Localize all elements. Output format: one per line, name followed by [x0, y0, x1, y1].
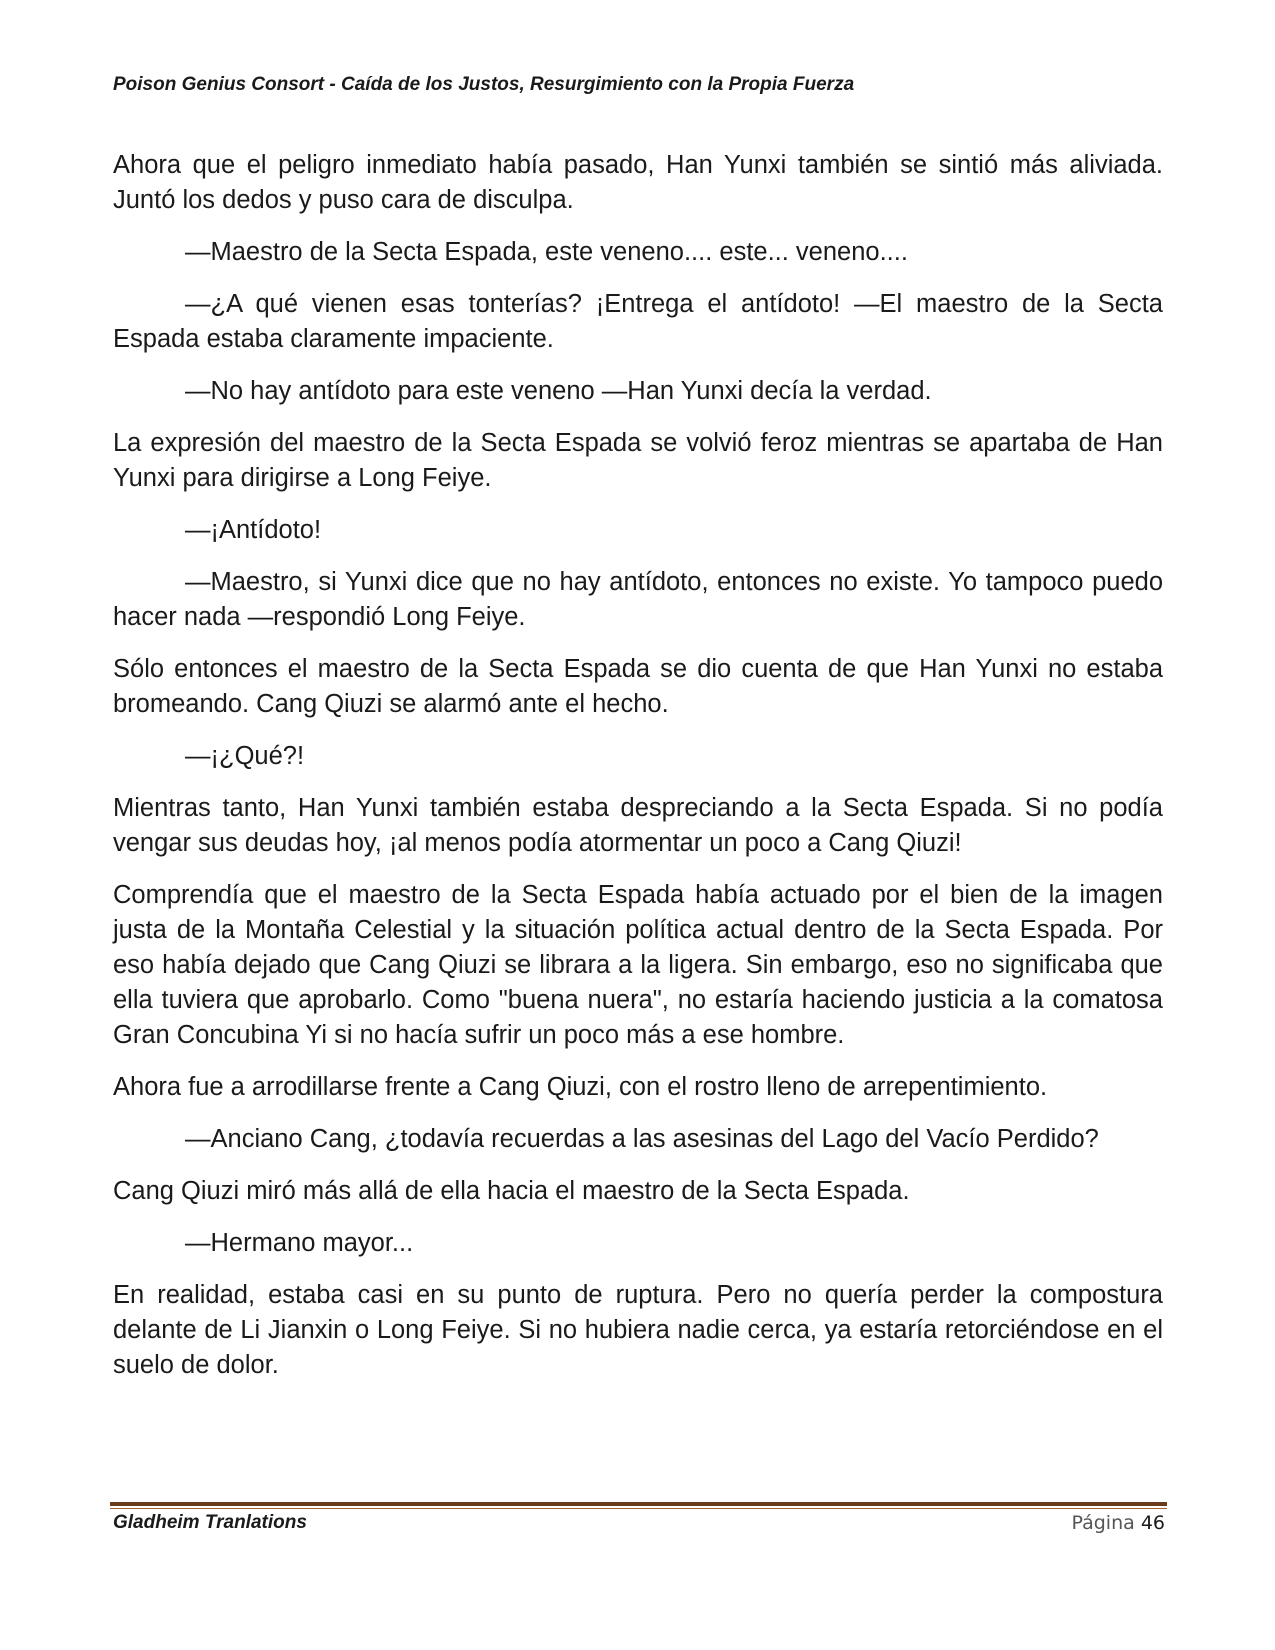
paragraph: En realidad, estaba casi en su punto de ruptura. Pero no quería perder la compostura delante de Li Jianxin o Long Feiye. Si no hubiera nadie cerca, ya estaría retorciéndose en el suelo de dolor.	[113, 1281, 1163, 1379]
footer-divider	[110, 1502, 1167, 1509]
running-header: Poison Genius Consort - Caída de los Justos, Resurgimiento con la Propia Fuerza	[113, 74, 855, 95]
paragraph: —Maestro de la Secta Espada, este veneno.... este... veneno....	[185, 238, 908, 266]
page-number-value: 46	[1140, 1512, 1165, 1534]
paragraph: —¿A qué vienen esas tonterías? ¡Entrega el antídoto! —El maestro de la Secta Espada estaba claramente impaciente.	[113, 290, 1163, 353]
paragraph: Ahora fue a arrodillarse frente a Cang Qiuzi, con el rostro lleno de arrepentimiento.	[113, 1073, 1048, 1101]
paragraph: Ahora que el peligro inmediato había pasado, Han Yunxi también se sintió más aliviada. Juntó los dedos y puso cara de disculpa.	[113, 151, 1163, 214]
paragraph: Comprendía que el maestro de la Secta Espada había actuado por el bien de la imagen justa de la Montaña Celestial y la situación política actual dentro de la Secta Espada. Por eso había dejado que Cang Qiuzi se librara a la ligera. Sin embargo, eso no significaba que ella tuviera que aprobarlo. Como "buena nuera", no estaría haciendo justicia a la comatosa Gran Concubina Yi si no hacía sufrir un poco más a ese hombre.	[113, 881, 1163, 1049]
paragraph: —Maestro, si Yunxi dice que no hay antídoto, entonces no existe. Yo tampoco puedo hacer nada —respondió Long Feiye.	[113, 568, 1163, 631]
paragraph: Sólo entonces el maestro de la Secta Espada se dio cuenta de que Han Yunxi no estaba bromeando. Cang Qiuzi se alarmó ante el hecho.	[113, 655, 1163, 718]
paragraph: —Hermano mayor...	[185, 1229, 414, 1257]
page-number	[1071, 1512, 1165, 1534]
paragraph: Mientras tanto, Han Yunxi también estaba despreciando a la Secta Espada. Si no podía vengar sus deudas hoy, ¡al menos podía atormentar un poco a Cang Qiuzi!	[113, 794, 1163, 857]
footer-credit: Gladheim Tranlations	[113, 1512, 307, 1533]
paragraph: —No hay antídoto para este veneno —Han Yunxi decía la verdad.	[185, 377, 932, 405]
paragraph: —¡Antídoto!	[185, 516, 322, 544]
paragraph: —¡¿Qué?!	[185, 742, 305, 770]
page-number-label: Página	[1071, 1512, 1135, 1534]
footer-divider-thin	[110, 1508, 1167, 1509]
paragraph: —Anciano Cang, ¿todavía recuerdas a las asesinas del Lago del Vacío Perdido?	[185, 1125, 1099, 1153]
paragraph: Cang Qiuzi miró más allá de ella hacia el maestro de la Secta Espada.	[113, 1177, 910, 1205]
footer-divider-thick	[110, 1502, 1167, 1506]
paragraph: La expresión del maestro de la Secta Espada se volvió feroz mientras se apartaba de Han Yunxi para dirigirse a Long Feiye.	[113, 429, 1163, 492]
body-text	[113, 148, 1163, 1400]
